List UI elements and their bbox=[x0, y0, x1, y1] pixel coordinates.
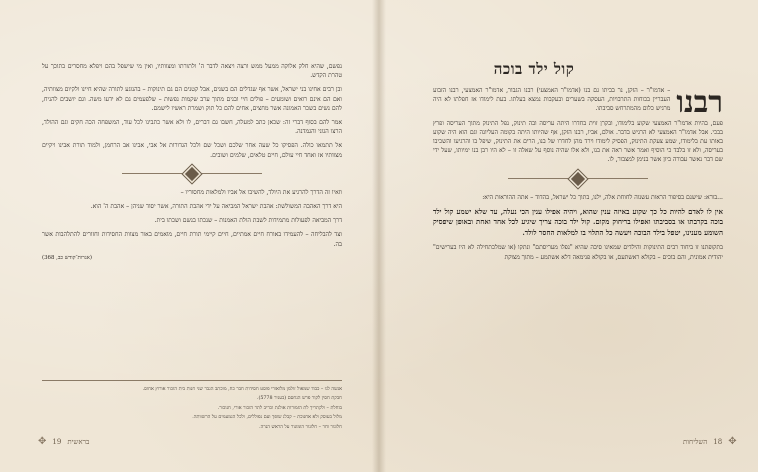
intro-paragraph bbox=[433, 85, 723, 120]
ornament-icon bbox=[571, 172, 585, 186]
chapter-title: קול ילד בוכה bbox=[493, 60, 575, 78]
page-number: 19 bbox=[52, 437, 62, 446]
page-number: 18 bbox=[713, 437, 723, 446]
divider-line bbox=[508, 178, 568, 179]
left-paragraph-3: אמר להם בסוף דברי זה: שכאן כתב למעלה, חשבו גם דברים, לו ולא אשר כתבינו לכל עוד, המשפחה הכה חקים וגם ההולד, הרצו הגוני והגמדנה. bbox=[42, 119, 342, 136]
left-ornament-divider bbox=[42, 169, 342, 179]
bold-lesson-block bbox=[433, 207, 723, 239]
footnote: חבקת חסין לקור פרש הנחסם (בעניר 5778). bbox=[256, 396, 342, 402]
footnote: חלונור וחר – חלונור הומונור על הראש הנרה. bbox=[259, 424, 342, 430]
ornament-icon bbox=[185, 167, 199, 181]
divider-line bbox=[202, 173, 262, 174]
left-lower-paragraph-3: דרך המביאה לפעולות מתמידות לשבת הולת האמנות – שנכתו בנשם ושכתו בית. bbox=[154, 217, 342, 225]
compass-ornament-icon: ✥ bbox=[728, 436, 737, 447]
right-folio bbox=[683, 436, 737, 447]
left-paragraph-4: אל תתמאו כולה. הפסיקו כל שעה אחר שלכם ושכל שם ולכל הגדורות אל אבי, אבינו אב הרחמן, ולמוד תורת אבינו ויקיים מצוותיו אז ואחד חיי עולם, חיים טלאים, שלמים ושובים. bbox=[42, 142, 342, 159]
dropcap: רבנו bbox=[676, 85, 723, 120]
left-lower-paragraph-2: היא דרך האהבה המשולשת: אהבת ישראל המביאה על ידי אהבת התורה, אשר יסוד שניהן – אהבת ה' הוא. bbox=[90, 203, 342, 211]
divider-line bbox=[122, 173, 182, 174]
left-lower-paragraph-1: וזאיו זה הדרך להרגיע את היולד, להשיבו אל אביו ולמלאות מחסוריו – bbox=[180, 188, 342, 196]
compass-ornament-icon: ✥ bbox=[38, 436, 47, 447]
running-head: השליחות bbox=[683, 437, 708, 446]
right-ornament-divider bbox=[433, 174, 723, 184]
divider-line bbox=[588, 178, 648, 179]
closing-paragraph: בתקופתנו זו ביחוד רבים התינוקות והילדים שמאינו סיבה שהיא "נפלו מעריסתם" ונתקו (או שמלכתחילה לא היו בערישים" יהודית אמונית, והם בוכים – בקולא ראשתעם, או בקולא פנימאה דלא אשתמע – מתוך מצוקת bbox=[433, 244, 723, 261]
running-head: בראשית bbox=[67, 437, 90, 446]
left-lower-paragraph-4: וצד להבליחה – להעמידו באורח חיים אמתיים, חיים קיימי תורת חיים, מואמים באור מצוות החסידות וחזורים להתלהבות אשר בה. bbox=[42, 231, 342, 248]
left-folio bbox=[38, 436, 89, 447]
footnotes bbox=[42, 380, 342, 433]
citation: (אגרות־קודש כב, 368) bbox=[42, 254, 92, 261]
footnote: מלול בעוסק ולא אחנוכת – קבלנ שופך ועם נפוללים, ולכל הגמעמים על הרשוותה. bbox=[192, 415, 342, 421]
right-page-body bbox=[433, 86, 723, 267]
quote-intro: ...בורא: שישנם בסיפור הראות עשנוה לחוחת אלה, ילנו, בתוך כל ישראל, בהדוד – אתה ההוראות היא: bbox=[482, 193, 723, 201]
intro-text: – אדמו"ר – הזקן, נר בביתו גם בנו (אדמו"ר האמצעי) רבנו הגבור, אדמו"ר האמצעי, רבנו הזבוע העבריין בכוחות התרבויות, העסקה בשערים ובעקבות נמצא בעלתו. בעת לימודו אז חפלתו לא היה מרגיש כלום מהמתרחש סביבתו. bbox=[433, 87, 671, 113]
left-paragraph-2: ובן רבים אחינו בני ישראל, אשר אף שגדלים הם בשנים, אבל קטנים הם גם תינוקות – בהנוגע לתורה שהיא חיינו ולקיום מצוותיה, ואם הם אינם רואים ושומעים – פולים חיי ובנים מתוך ערב שקמות נפשות – שלפעמים גם לא ידעו משה. וגם יושבים להניח, להם נשים בשכר האמונה אשר מחצים, אחים להם כל תוק ושמרת ראשיו לישמם. bbox=[42, 86, 342, 112]
right-paragraph-1: פעם, בהיות אדמו"ר האמצעי שקוע בלימודו, ובקרן זוית בחדרו היתה עריסה ובה תינוק, נפל התינוק מתוך העריסה ופרץ בבכי. אבל אדמו"ר האמצעי לא הרגיש בדבר. אולם, אביו, רבנו הזקן, אף שהיותו היתה בקומה העליונה וגם הוא היה שקוע באותו עת בלימודו, שמע צעקת התינוק, הפסיק לימודו וירד מהן לחדרו של בנו, הרים את התינוק, שיפל בו והרגיעו והשכיבו בעריסה, ולא זו בלבד כי הוסיף ואמר אשר ראה את בנו, ולא אלו שהיה נוסף על שאלה זו – לא היו רבן בנו ימיותו, שעל ידי שם דבר נאשר עבורה ביון אשר בנימן למצבור, לו. bbox=[433, 119, 723, 164]
footnote: אנשה לנו – כבוד שמאול זולמן מלואורי פוסט חסידות חבר כח, מוכתב הגבר שני חנות בית הזכור אורוץ אחוס. bbox=[142, 387, 342, 392]
left-page-body bbox=[42, 62, 342, 268]
left-paragraph-1: נפשם, שהיא חלק אלוקה ממעל ממש ורצה ויצאה לדבר ה' ולתורתו ומצוותיו, ואין מי שישפל בהם ויפלא מחסרים בתוכך על טהרת הקדש. bbox=[42, 63, 342, 80]
bold-lesson-paragraph: אין לו לאדם להיות כל כך שקוע באיזה ענין שהוא, ויהיה אפילו ענין הכי נעלה, עד שלא ישמע קול ילד בוכה בקרבתו או בסביבתו ואפילו בריחוק מקום. קול ילד בוכה צריך שיגיע לכל אחד ואחת ובאופן שיפסיק השומע מענינו, יטפל בילד הבוכה ויעשה כל התלוי בו למלאות החסר לולד. bbox=[433, 206, 723, 237]
footnote: בוחלת – ולקתריך לת הזמורות אולגת וכריב לתר הזכור אורי, חנוכור. bbox=[217, 405, 342, 411]
